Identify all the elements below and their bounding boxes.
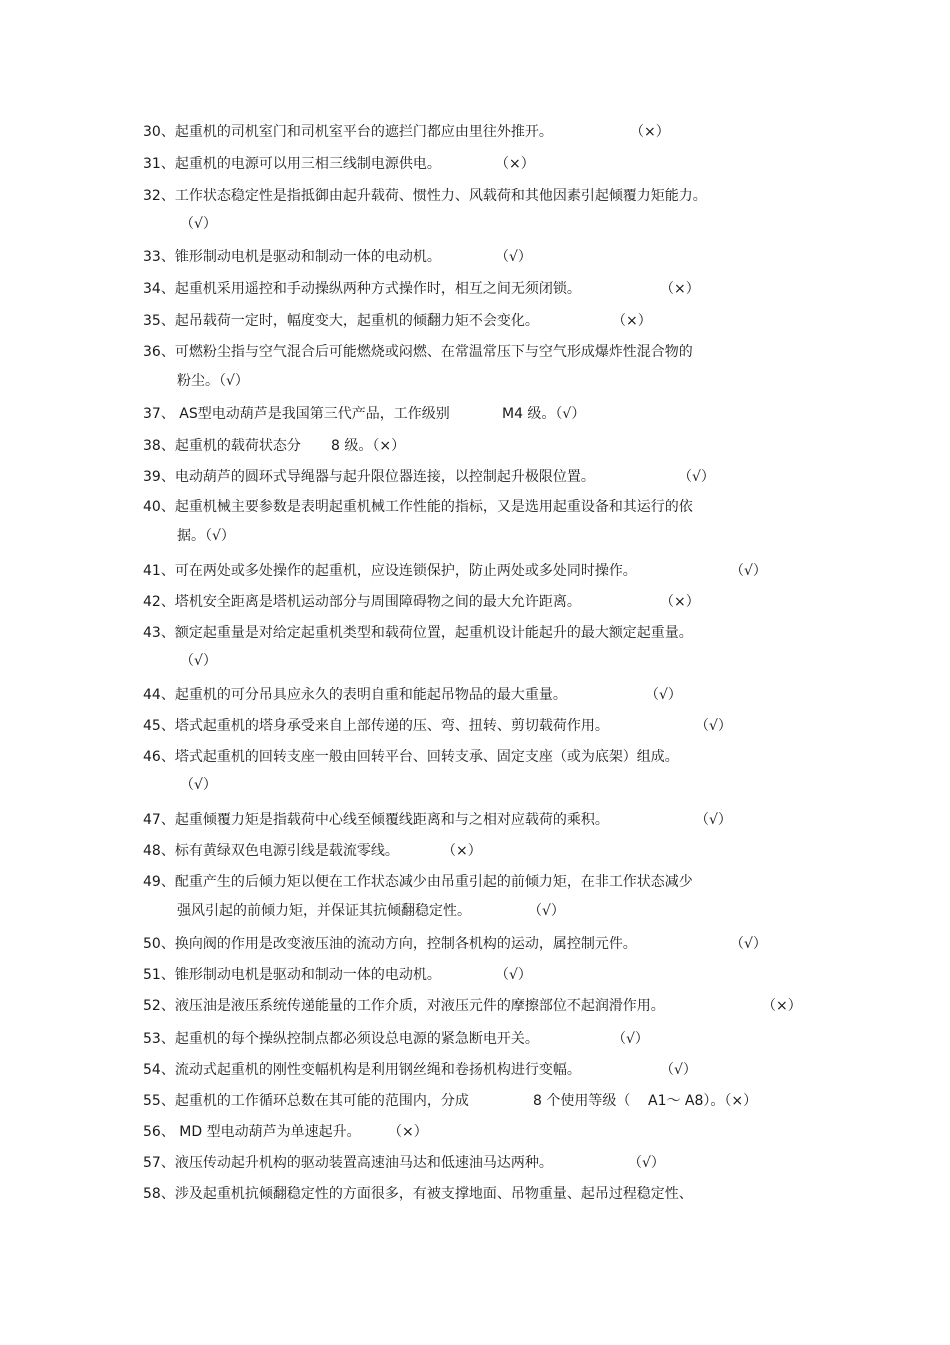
question-48: 48、标有黄绿双色电源引线是载流零线。 bbox=[143, 843, 399, 859]
question-54: 54、流动式起重机的刚性变幅机构是利用钢丝绳和卷扬机构进行变幅。 bbox=[143, 1062, 581, 1078]
answer-51: （√） bbox=[495, 967, 532, 983]
question-44: 44、起重机的可分吊具应永久的表明自重和能起吊物品的最大重量。 bbox=[143, 687, 567, 703]
question-31: 31、起重机的电源可以用三相三线制电源供电。 bbox=[143, 156, 441, 172]
question-57: 57、液压传动起升机构的驱动装置高速油马达和低速油马达两种。 bbox=[143, 1155, 553, 1171]
answer-54: （√） bbox=[660, 1062, 697, 1078]
question-41: 41、可在两处或多处操作的起重机，应设连锁保护，防止两处或多处同时操作。 bbox=[143, 563, 637, 579]
question-42: 42、塔机安全距离是塔机运动部分与周围障碍物之间的最大允许距离。 bbox=[143, 594, 581, 610]
answer-32: （√） bbox=[180, 216, 217, 232]
question-43: 43、额定起重量是对给定起重机类型和载荷位置，起重机设计能起升的最大额定起重量。 bbox=[143, 625, 693, 641]
question-51: 51、锥形制动电机是驱动和制动一体的电动机。 bbox=[143, 967, 441, 983]
answer-53: （√） bbox=[612, 1031, 649, 1047]
question-49: 49、配重产生的后倾力矩以便在工作状态减少由吊重引起的前倾力矩，在非工作状态减少 bbox=[143, 874, 693, 890]
answer-42: （×） bbox=[660, 594, 700, 610]
answer-43: （√） bbox=[180, 653, 217, 669]
answer-45: （√） bbox=[695, 718, 732, 734]
question-47: 47、起重倾覆力矩是指载荷中心线至倾覆线距离和与之相对应载荷的乘积。 bbox=[143, 812, 609, 828]
question-36-cont: 粉尘。（√） bbox=[177, 373, 249, 389]
question-40: 40、起重机械主要参数是表明起重机械工作性能的指标，又是选用起重设备和其运行的依 bbox=[143, 499, 693, 515]
answer-50: （√） bbox=[730, 936, 767, 952]
question-34: 34、起重机采用遥控和手动操纵两种方式操作时，相互之间无须闭锁。 bbox=[143, 281, 581, 297]
answer-31: （×） bbox=[495, 156, 535, 172]
answer-47: （√） bbox=[695, 812, 732, 828]
question-37: 37、 AS型电动葫芦是我国第三代产品，工作级别 bbox=[143, 406, 450, 422]
question-35: 35、起吊载荷一定时，幅度变大，起重机的倾翻力矩不会变化。 bbox=[143, 313, 539, 329]
answer-46: （√） bbox=[180, 777, 217, 793]
question-55-range: A1～ A8）。（×） bbox=[648, 1093, 758, 1109]
answer-39: （√） bbox=[678, 469, 715, 485]
question-50: 50、换向阀的作用是改变液压油的流动方向，控制各机构的运动，属控制元件。 bbox=[143, 936, 637, 952]
answer-30: （×） bbox=[630, 124, 670, 140]
question-55: 55、起重机的工作循环总数在其可能的范围内，分成 bbox=[143, 1093, 469, 1109]
question-40-cont: 据。（√） bbox=[177, 528, 235, 544]
question-49-cont: 强风引起的前倾力矩，并保证其抗倾翻稳定性。 bbox=[177, 903, 471, 919]
question-36: 36、可燃粉尘指与空气混合后可能燃烧或闷燃、在常温常压下与空气形成爆炸性混合物的 bbox=[143, 344, 693, 360]
question-56: 56、 MD 型电动葫芦为单速起升。 bbox=[143, 1124, 361, 1140]
question-39: 39、电动葫芦的圆环式导绳器与起升限位器连接，以控制起升极限位置。 bbox=[143, 469, 595, 485]
question-38-level: 8 级。（×） bbox=[331, 438, 406, 454]
question-52: 52、液压油是液压系统传递能量的工作介质，对液压元件的摩擦部位不起润滑作用。 bbox=[143, 998, 665, 1014]
question-58: 58、涉及起重机抗倾翻稳定性的方面很多，有被支撑地面、吊物重量、起吊过程稳定性、 bbox=[143, 1186, 693, 1202]
question-53: 53、起重机的每个操纵控制点都必须设总电源的紧急断电开关。 bbox=[143, 1031, 539, 1047]
answer-34: （×） bbox=[660, 281, 700, 297]
answer-49: （√） bbox=[528, 903, 565, 919]
answer-57: （√） bbox=[628, 1155, 665, 1171]
question-46: 46、塔式起重机的回转支座一般由回转平台、回转支承、固定支座（或为底架）组成。 bbox=[143, 749, 679, 765]
question-37-level: M4 级。（√） bbox=[502, 406, 586, 422]
answer-48: （×） bbox=[442, 843, 482, 859]
answer-33: （√） bbox=[495, 249, 532, 265]
question-55-levels: 8 个使用等级（ bbox=[533, 1093, 631, 1109]
question-32: 32、工作状态稳定性是指抵御由起升载荷、惯性力、风载荷和其他因素引起倾覆力矩能力。 bbox=[143, 188, 707, 204]
answer-35: （×） bbox=[612, 313, 652, 329]
question-30: 30、起重机的司机室门和司机室平台的遮拦门都应由里往外推开。 bbox=[143, 124, 553, 140]
answer-56: （×） bbox=[388, 1124, 428, 1140]
answer-44: （√） bbox=[645, 687, 682, 703]
question-45: 45、塔式起重机的塔身承受来自上部传递的压、弯、扭转、剪切载荷作用。 bbox=[143, 718, 609, 734]
answer-41: （√） bbox=[730, 563, 767, 579]
answer-52: （×） bbox=[762, 998, 802, 1014]
question-38: 38、起重机的载荷状态分 bbox=[143, 438, 301, 454]
question-33: 33、锥形制动电机是驱动和制动一体的电动机。 bbox=[143, 249, 441, 265]
